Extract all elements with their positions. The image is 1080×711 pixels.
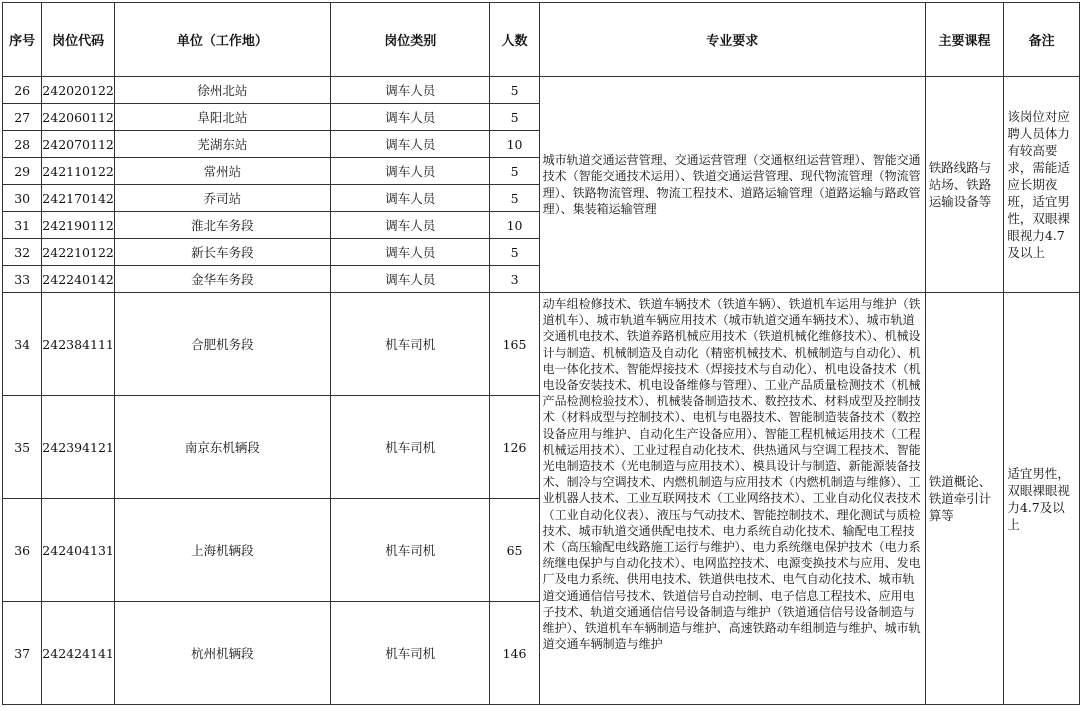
cell-category: 机车司机 bbox=[330, 293, 489, 396]
cell-code: 242110122 bbox=[42, 158, 115, 185]
cell-no: 33 bbox=[3, 266, 42, 293]
cell-category: 调车人员 bbox=[330, 131, 489, 158]
cell-no: 35 bbox=[3, 396, 42, 499]
cell-count: 5 bbox=[490, 104, 539, 131]
major-requirements: 城市轨道交通运营管理、交通运营管理（交通枢纽运营管理）、智能交通技术（智能交通技术运用）、铁道交通运营管理、现代物流管理（物流管理）、铁路物流管理、物流工程技术、道路运输管理（道路运输与路政管理）、集装箱运输管理 bbox=[539, 77, 925, 293]
header-major: 专业要求 bbox=[539, 3, 925, 77]
cell-count: 5 bbox=[490, 239, 539, 266]
cell-category: 调车人员 bbox=[330, 104, 489, 131]
cell-unit: 金华车务段 bbox=[114, 266, 330, 293]
cell-code: 242424141 bbox=[42, 602, 115, 705]
cell-code: 242240142 bbox=[42, 266, 115, 293]
cell-category: 调车人员 bbox=[330, 185, 489, 212]
table-row bbox=[3, 77, 1080, 104]
cell-no: 29 bbox=[3, 158, 42, 185]
major-requirements: 动车组检修技术、铁道车辆技术（铁道车辆）、铁道机车运用与维护（铁道机车）、城市轨道车辆应用技术（城市轨道交通车辆技术）、城市轨道交通机电技术、铁道养路机械应用技术（铁道机械化维修技术）、机械设计与制造、机械制造及自动化（精密机械技术、机械制造与自动化）、机电一体化技术、智能焊接技术（焊接技术与自动化）、机电设备技术（机电设备安装技术、机电设备维修与管理）、工业产品质量检测技术（机械产品检测检验技术）、机械装备制造技术、数控技术、材料成型及控制技术（材料成型与控制技术）、电机与电器技术、智能制造装备技术（数控设备应用与维护、自动化生产设备应用）、智能工程机械运用技术（工程机械运用技术）、工业过程自动化技术、供热通风与空调工程技术、智能光电制造技术（光电制造与应用技术）、模具设计与制造、新能源装备技术、制冷与空调技术、内燃机制造与应用技术（内燃机制造与维修）、工业机器人技术、工业互联网技术（工业网络技术）、工业自动化仪表技术（工业自动化仪表）、液压与气动技术、智能控制技术、理化测试与质检技术、城市轨道交通供配电技术、电力系统自动化技术、输配电工程技术（高压输配电线路施工运行与维护）、电力系统继电保护技术（电力系统继电保护与自动化技术）、电网监控技术、电源变换技术与应用、发电厂及电力系统、供用电技术、铁道供电技术、电气自动化技术、城市轨道交通通信信号技术、铁道信号自动控制、电子信息工程技术、应用电子技术、轨道交通通信信号设备制造与维护（铁道通信信号设备制造与维护）、铁道机车车辆制造与维护、高速铁路动车组制造与维护、城市轨道交通车辆制造与维护 bbox=[539, 293, 925, 705]
cell-unit: 杭州机辆段 bbox=[114, 602, 330, 705]
cell-no: 27 bbox=[3, 104, 42, 131]
cell-unit: 常州站 bbox=[114, 158, 330, 185]
cell-code: 242384111 bbox=[42, 293, 115, 396]
cell-category: 调车人员 bbox=[330, 239, 489, 266]
header-remark: 备注 bbox=[1004, 3, 1080, 77]
cell-unit: 淮北车务段 bbox=[114, 212, 330, 239]
cell-count: 5 bbox=[490, 185, 539, 212]
cell-category: 调车人员 bbox=[330, 212, 489, 239]
cell-category: 调车人员 bbox=[330, 158, 489, 185]
header-code: 岗位代码 bbox=[42, 3, 115, 77]
cell-unit: 合肥机务段 bbox=[114, 293, 330, 396]
cell-count: 65 bbox=[490, 499, 539, 602]
cell-category: 机车司机 bbox=[330, 602, 489, 705]
cell-no: 37 bbox=[3, 602, 42, 705]
cell-unit: 乔司站 bbox=[114, 185, 330, 212]
cell-count: 3 bbox=[490, 266, 539, 293]
cell-code: 242190112 bbox=[42, 212, 115, 239]
cell-count: 10 bbox=[490, 212, 539, 239]
cell-count: 5 bbox=[490, 158, 539, 185]
main-courses: 铁路线路与站场、铁路运输设备等 bbox=[925, 77, 1004, 293]
cell-code: 242170142 bbox=[42, 185, 115, 212]
header-count: 人数 bbox=[490, 3, 539, 77]
cell-no: 28 bbox=[3, 131, 42, 158]
cell-code: 242060112 bbox=[42, 104, 115, 131]
cell-no: 32 bbox=[3, 239, 42, 266]
cell-no: 30 bbox=[3, 185, 42, 212]
cell-unit: 徐州北站 bbox=[114, 77, 330, 104]
header-row bbox=[3, 3, 1080, 77]
header-unit: 单位（工作地） bbox=[114, 3, 330, 77]
cell-code: 242070112 bbox=[42, 131, 115, 158]
cell-unit: 上海机辆段 bbox=[114, 499, 330, 602]
cell-unit: 阜阳北站 bbox=[114, 104, 330, 131]
header-course: 主要课程 bbox=[925, 3, 1004, 77]
cell-count: 5 bbox=[490, 77, 539, 104]
cell-no: 26 bbox=[3, 77, 42, 104]
cell-no: 34 bbox=[3, 293, 42, 396]
cell-category: 机车司机 bbox=[330, 396, 489, 499]
cell-unit: 南京东机辆段 bbox=[114, 396, 330, 499]
remarks: 该岗位对应聘人员体力有较高要求，需能适应长期夜班，适宜男性，双眼裸眼视力4.7及以上 bbox=[1004, 77, 1080, 293]
cell-count: 10 bbox=[490, 131, 539, 158]
cell-category: 机车司机 bbox=[330, 499, 489, 602]
cell-count: 146 bbox=[490, 602, 539, 705]
recruitment-table bbox=[2, 2, 1080, 705]
cell-code: 242404131 bbox=[42, 499, 115, 602]
main-courses: 铁道概论、铁道牵引计算等 bbox=[925, 293, 1004, 705]
cell-count: 126 bbox=[490, 396, 539, 499]
cell-code: 242210122 bbox=[42, 239, 115, 266]
cell-unit: 新长车务段 bbox=[114, 239, 330, 266]
remarks: 适宜男性，双眼裸眼视力4.7及以上 bbox=[1004, 293, 1080, 705]
cell-code: 242394121 bbox=[42, 396, 115, 499]
cell-no: 36 bbox=[3, 499, 42, 602]
cell-no: 31 bbox=[3, 212, 42, 239]
cell-category: 调车人员 bbox=[330, 266, 489, 293]
cell-count: 165 bbox=[490, 293, 539, 396]
cell-unit: 芜湖东站 bbox=[114, 131, 330, 158]
table-row bbox=[3, 293, 1080, 396]
header-no: 序号 bbox=[3, 3, 42, 77]
header-category: 岗位类别 bbox=[330, 3, 489, 77]
cell-code: 242020122 bbox=[42, 77, 115, 104]
cell-category: 调车人员 bbox=[330, 77, 489, 104]
